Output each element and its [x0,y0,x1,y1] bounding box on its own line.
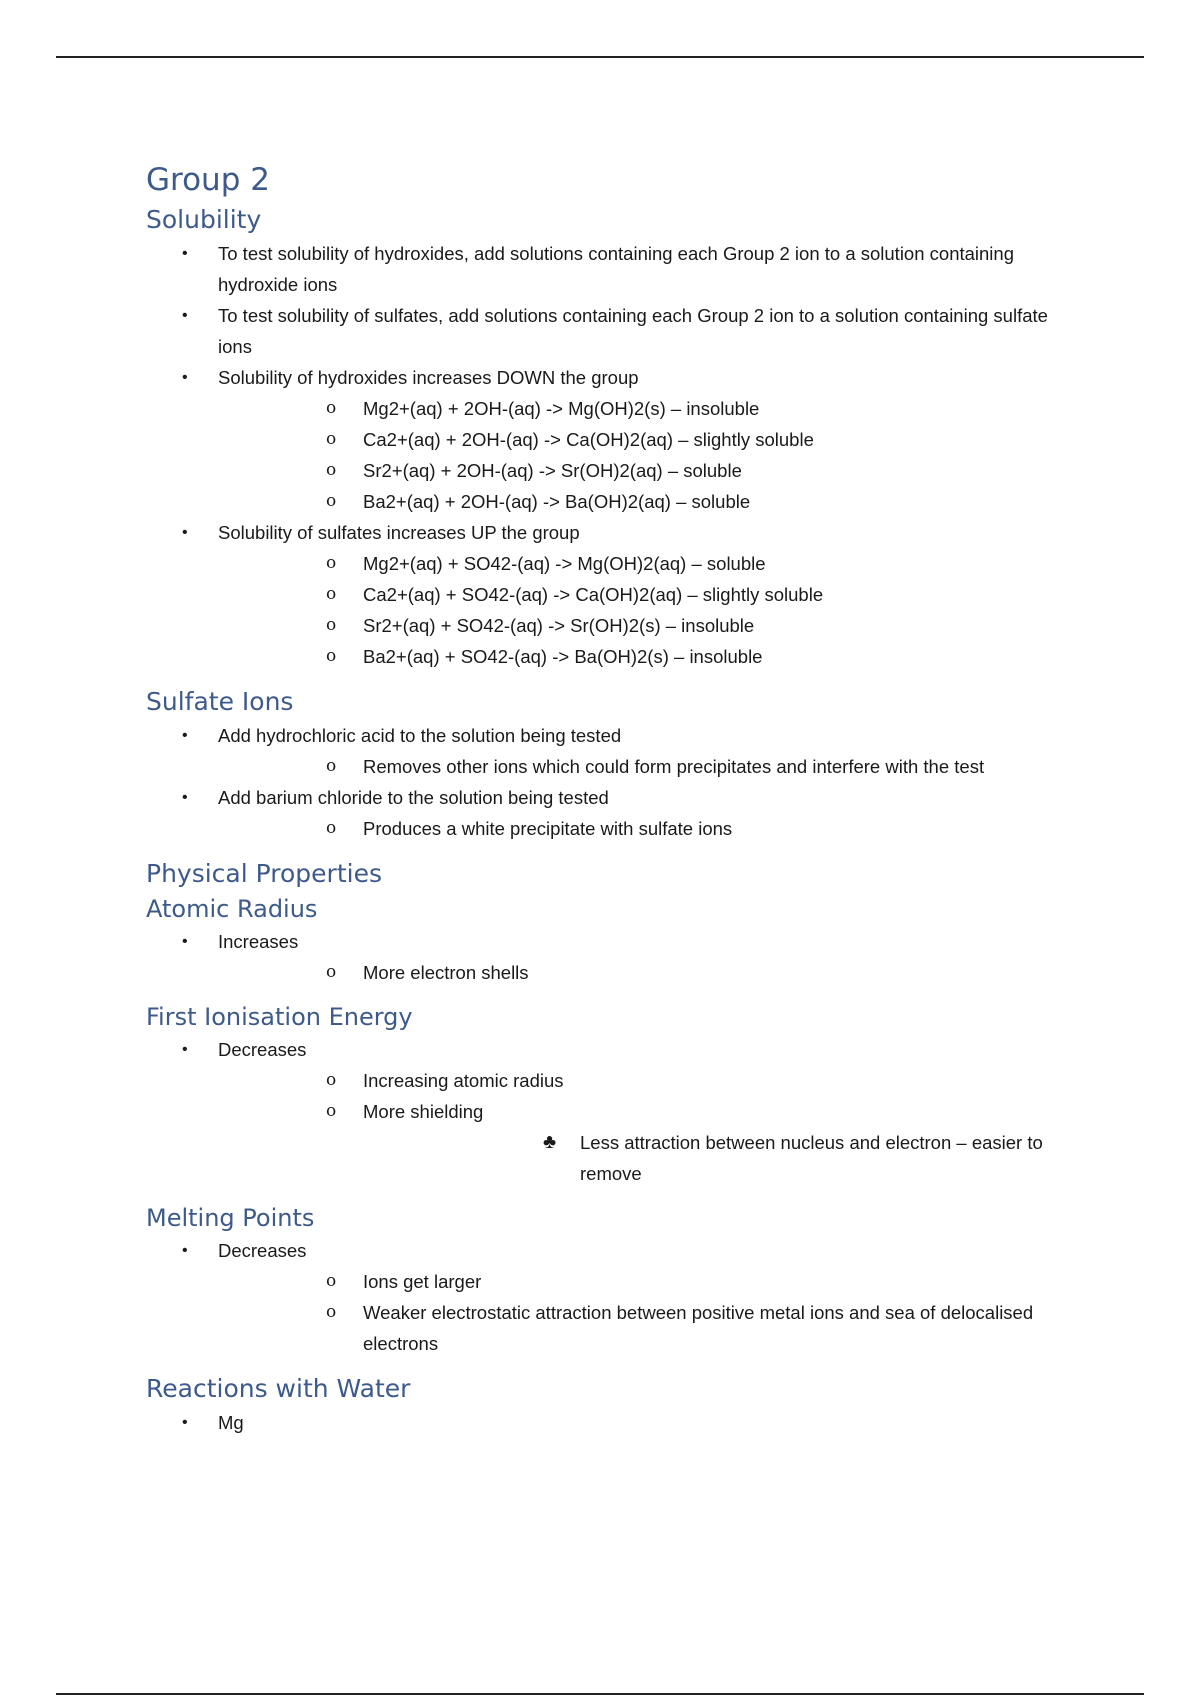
ionisation-energy-list [146,1034,1086,1189]
circle-bullet-icon: o [326,1271,337,1291]
circle-bullet-icon: o [326,429,337,449]
circle-bullet-icon: o [326,398,337,418]
document-body [146,160,1086,1438]
circle-bullet-icon: o [326,553,337,573]
circle-bullet-icon: o [326,1101,337,1121]
circle-bullet-icon: o [326,491,337,511]
circle-bullet-icon: o [326,962,337,982]
circle-bullet-icon: o [326,615,337,635]
list-item: • Solubility of sulfates increases UP the group o Mg2+(aq) + SO42-(aq) -> Mg(OH)2(aq) – soluble o Ca2+(aq) + SO42-(aq) -> Ca(OH)2(aq) – slightly soluble o Sr2+(aq) + SO42-(aq) -> Sr(OH)2(s) – insoluble o Ba2+(aq) + SO42-(aq) -> Ba(OH)2(s) – insoluble [146,517,1086,672]
list-item: o Removes other ions which could form precipitates and interfere with the test [218,751,1086,782]
hydroxide-equations [218,393,1086,517]
circle-bullet-icon: o [326,646,337,666]
heading-solubility: Solubility [146,205,262,234]
list-item: • Mg [146,1407,1086,1438]
bullet-icon: • [182,307,188,324]
heading-melting-points: Melting Points [146,1204,315,1232]
bullet-icon: • [182,369,188,386]
melting-points-list [146,1235,1086,1359]
equation-item: o Mg2+(aq) + SO42-(aq) -> Mg(OH)2(aq) – soluble [218,548,1086,579]
list-item: • To test solubility of hydroxides, add solutions containing each Group 2 ion to a solution containing hydroxide ions [146,238,1086,300]
bullet-icon: • [182,1242,188,1259]
circle-bullet-icon: o [326,460,337,480]
list-item: o More electron shells [218,957,1086,988]
atomic-radius-list [146,926,1086,988]
heading-physical-properties: Physical Properties [146,859,382,888]
list-item: • Add barium chloride to the solution being tested o Produces a white precipitate with sulfate ions [146,782,1086,844]
bullet-icon: • [182,245,188,262]
equation-item: o Mg2+(aq) + 2OH-(aq) -> Mg(OH)2(s) – insoluble [218,393,1086,424]
list-item: o Increasing atomic radius [218,1065,1086,1096]
reactions-list [146,1407,1086,1438]
list-item: • Decreases o Ions get larger o Weaker electrostatic attraction between positive metal ions and sea of delocalised electrons [146,1235,1086,1359]
bullet-icon: • [182,1041,188,1058]
equation-item: o Ca2+(aq) + SO42-(aq) -> Ca(OH)2(aq) – slightly soluble [218,579,1086,610]
equation-item: o Ba2+(aq) + 2OH-(aq) -> Ba(OH)2(aq) – soluble [218,486,1086,517]
circle-bullet-icon: o [326,1070,337,1090]
bullet-icon: • [182,524,188,541]
club-bullet-icon: ♣ [543,1131,557,1153]
bullet-icon: • [182,1414,188,1431]
bullet-icon: • [182,727,188,744]
list-item: o More shielding ♣ Less attraction between nucleus and electron – easier to remove [218,1096,1086,1189]
list-item: • Increases o More electron shells [146,926,1086,988]
heading-first-ionisation-energy: First Ionisation Energy [146,1003,413,1031]
sulfate-ions-list [146,720,1086,844]
bullet-icon: • [182,933,188,950]
header-rule [56,56,1144,58]
circle-bullet-icon: o [326,1302,337,1322]
bullet-icon: • [182,789,188,806]
heading-atomic-radius: Atomic Radius [146,895,318,923]
equation-item: o Ba2+(aq) + SO42-(aq) -> Ba(OH)2(s) – insoluble [218,641,1086,672]
sulfate-equations [218,548,1086,672]
equation-item: o Sr2+(aq) + 2OH-(aq) -> Sr(OH)2(aq) – soluble [218,455,1086,486]
circle-bullet-icon: o [326,584,337,604]
page-title: Group 2 [146,162,270,198]
list-item: o Produces a white precipitate with sulfate ions [218,813,1086,844]
heading-reactions-with-water: Reactions with Water [146,1374,411,1403]
list-item: • Solubility of hydroxides increases DOWN the group o Mg2+(aq) + 2OH-(aq) -> Mg(OH)2(s) – insoluble o Ca2+(aq) + 2OH-(aq) -> Ca(OH)2(aq) – slightly soluble o Sr2+(aq) + 2OH-(aq) -> Sr(OH)2(aq) – soluble o Ba2+(aq) + 2OH-(aq) -> Ba(OH)2(aq) – soluble [146,362,1086,517]
heading-sulfate-ions: Sulfate Ions [146,687,294,716]
list-item: • Add hydrochloric acid to the solution being tested o Removes other ions which could form precipitates and interfere with the test [146,720,1086,782]
equation-item: o Sr2+(aq) + SO42-(aq) -> Sr(OH)2(s) – insoluble [218,610,1086,641]
equation-item: o Ca2+(aq) + 2OH-(aq) -> Ca(OH)2(aq) – slightly soluble [218,424,1086,455]
footer-rule [56,1693,1144,1695]
list-item: ♣ Less attraction between nucleus and electron – easier to remove [363,1127,1086,1189]
list-item: • Decreases o Increasing atomic radius o More shielding ♣ Less attraction between nucleus and electron – easier to remove [146,1034,1086,1189]
solubility-list [146,238,1086,672]
list-item: o Ions get larger [218,1266,1086,1297]
list-item: • To test solubility of sulfates, add solutions containing each Group 2 ion to a solution containing sulfate ions [146,300,1086,362]
list-item: o Weaker electrostatic attraction between positive metal ions and sea of delocalised electrons [218,1297,1086,1359]
circle-bullet-icon: o [326,818,337,838]
circle-bullet-icon: o [326,756,337,776]
